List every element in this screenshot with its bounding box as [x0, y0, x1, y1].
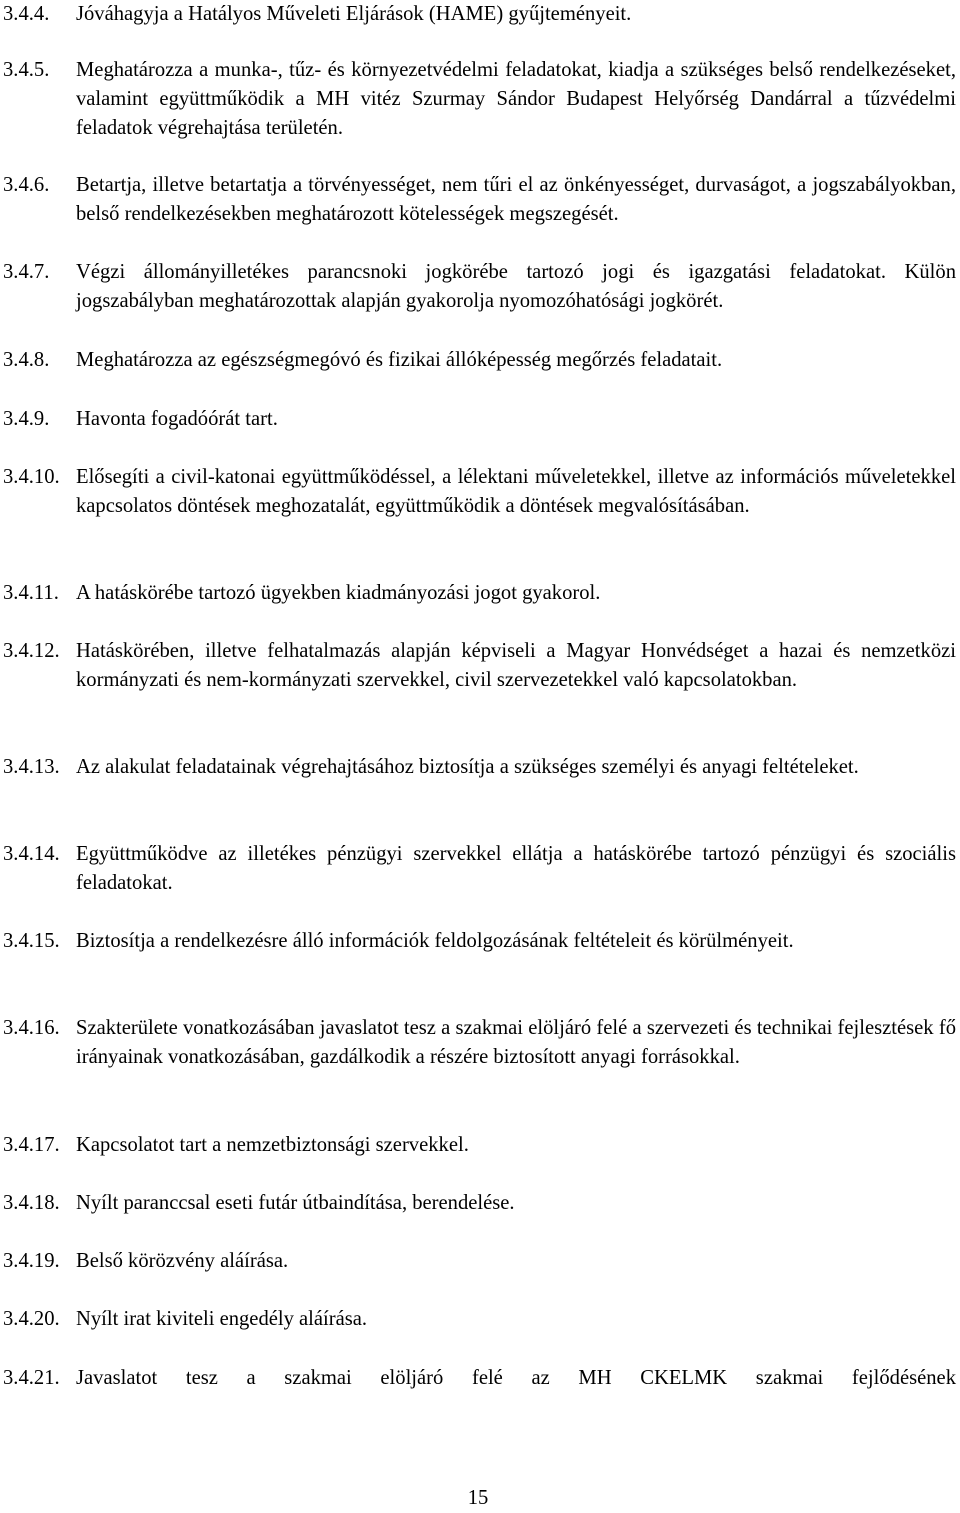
item-text: Belső körözvény aláírása. — [76, 1250, 289, 1272]
item-number: 3.4.11. — [3, 582, 59, 604]
item-text: Meghatározza a munka-, tűz- és környezetvédelmi feladatokat, kiadja a szükséges belső rendelkezéseket, valamint együttműködik a MH vitéz Szurmay Sándor Budapest Helyőrség Dandárral a tűzvédelmi feladatok végrehajtása területén. — [76, 59, 956, 139]
item-text: Betartja, illetve betartatja a törvényességet, nem tűri el az önkényességet, durvaságot, a jogszabályokban, belső rendelkezésekben meghatározott kötelességek megszegését. — [76, 174, 956, 225]
item-number: 3.4.18. — [3, 1192, 60, 1214]
item-text: Nyílt paranccsal eseti futár útbaindítása, berendelése. — [76, 1192, 515, 1214]
item-number: 3.4.20. — [3, 1308, 60, 1330]
item-number: 3.4.9. — [3, 408, 50, 430]
item-text: Biztosítja a rendelkezésre álló információk feldolgozásának feltételeit és körülményeit. — [76, 930, 794, 952]
item-text: Jóváhagyja a Hatályos Műveleti Eljárások (HAME) gyűjteményeit. — [76, 3, 632, 25]
item-text: Javaslatot tesz a szakmai elöljáró felé az MH CKELMK szakmai fejlődésének — [76, 1367, 956, 1389]
item-text: Kapcsolatot tart a nemzetbiztonsági szervekkel. — [76, 1134, 469, 1156]
item-number: 3.4.21. — [3, 1367, 60, 1389]
item-number: 3.4.4. — [3, 3, 50, 25]
item-text: Havonta fogadóórát tart. — [76, 408, 278, 430]
item-text: Végzi állományilletékes parancsnoki jogkörébe tartozó jogi és igazgatási feladatokat. Külön jogszabályban meghatározottak alapján gyakorolja nyomozóhatósági jogkörét. — [76, 261, 956, 312]
item-number: 3.4.14. — [3, 843, 60, 865]
item-text: A hatáskörébe tartozó ügyekben kiadmányozási jogot gyakorol. — [76, 582, 601, 604]
item-number: 3.4.10. — [3, 466, 60, 488]
item-number: 3.4.15. — [3, 930, 60, 952]
item-number: 3.4.7. — [3, 261, 50, 283]
item-number: 3.4.16. — [3, 1017, 60, 1039]
item-number: 3.4.17. — [3, 1134, 60, 1156]
item-text: Meghatározza az egészségmegóvó és fizikai állóképesség megőrzés feladatait. — [76, 349, 723, 371]
item-text: Elősegíti a civil-katonai együttműködéssel, a lélektani műveletekkel, illetve az információs műveletekkel kapcsolatos döntések meghozatalát, együttműködik a döntések megvalósításában. — [76, 466, 956, 517]
item-text: Az alakulat feladatainak végrehajtásához biztosítja a szükséges személyi és anyagi feltételeket. — [76, 756, 859, 778]
item-number: 3.4.19. — [3, 1250, 60, 1272]
item-text: Együttműködve az illetékes pénzügyi szervekkel ellátja a hatáskörébe tartozó pénzügyi és szociális feladatokat. — [76, 843, 956, 894]
item-text: Szakterülete vonatkozásában javaslatot tesz a szakmai elöljáró felé a szervezeti és technikai fejlesztések fő irányainak vonatkozásában, gazdálkodik a részére biztosított anyagi forrásokkal. — [76, 1017, 956, 1068]
item-text: Nyílt irat kiviteli engedély aláírása. — [76, 1308, 368, 1330]
item-number: 3.4.5. — [3, 59, 50, 81]
item-text: Hatáskörében, illetve felhatalmazás alapján képviseli a Magyar Honvédséget a hazai és nemzetközi kormányzati és nem-kormányzati szervekkel, civil szervezetekkel való kapcsolatokban. — [76, 640, 956, 691]
item-number: 3.4.13. — [3, 756, 60, 778]
item-number: 3.4.6. — [3, 174, 50, 196]
item-number: 3.4.8. — [3, 349, 50, 371]
page-number: 15 — [467, 1487, 489, 1509]
item-number: 3.4.12. — [3, 640, 60, 662]
